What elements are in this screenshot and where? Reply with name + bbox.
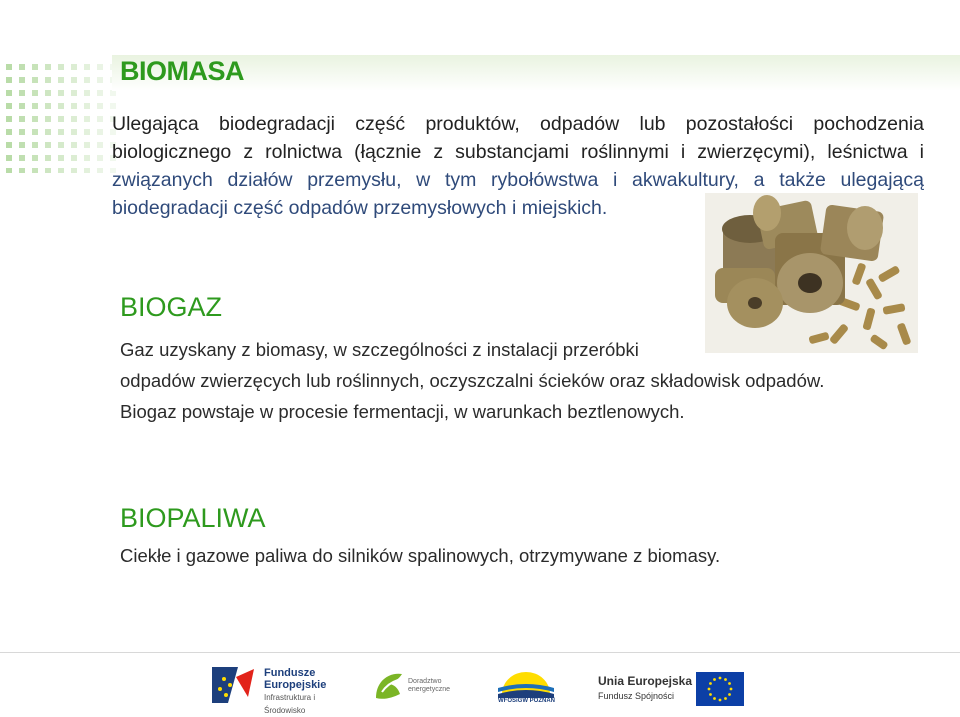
decorative-dot [6, 142, 12, 148]
decorative-dot [19, 77, 25, 83]
eu-flag-icon [696, 672, 744, 706]
fe-logo-line1: Fundusze [264, 667, 316, 679]
decorative-dot [6, 90, 12, 96]
decorative-dot [19, 168, 25, 173]
decorative-dot [58, 90, 64, 96]
decorative-dot [45, 103, 51, 109]
decorative-dot [97, 116, 103, 122]
decorative-dot [97, 142, 103, 148]
decorative-dot [58, 129, 64, 135]
decorative-dot [97, 103, 103, 109]
fundusze-europejskie-icon [210, 663, 260, 707]
ue-logo-line2: Fundusz Spójności [598, 691, 675, 701]
decorative-dot [97, 90, 103, 96]
biogaz-line: Gaz uzyskany z biomasy, w szczególności z instalacji przeróbki [120, 339, 639, 360]
decorative-dot [97, 77, 103, 83]
decorative-dot [45, 168, 51, 173]
decorative-dot [45, 129, 51, 135]
eu-star [713, 678, 716, 681]
wfosigw-text: WFOŚiGW POZNAŃ [498, 698, 555, 704]
decorative-dot [58, 142, 64, 148]
decorative-dot [84, 142, 90, 148]
decorative-dot [32, 103, 38, 109]
biomasa-line: biologicznego z rolnictwa (łącznie z substancjami roślinnymi i zwierzęcymi), leśnictwa i [112, 141, 924, 163]
biogaz-line: Biogaz powstaje w procesie fermentacji, w warunkach beztlenowych. [120, 401, 685, 422]
decorative-dot [32, 155, 38, 161]
decorative-dot [84, 90, 90, 96]
decorative-dot [6, 64, 12, 70]
decorative-dot [71, 155, 77, 161]
decorative-dot [97, 129, 103, 135]
decorative-dot [6, 103, 12, 109]
eu-star [709, 693, 712, 696]
decorative-dot [32, 90, 38, 96]
eu-star [719, 699, 722, 702]
wfosigw-icon [494, 668, 558, 698]
biomasa-line: biodegradacji część odpadów przemysłowych i miejskich. [112, 197, 608, 219]
decorative-dot [58, 168, 64, 173]
decorative-dot [6, 116, 12, 122]
decorative-dot [45, 77, 51, 83]
decorative-dot [71, 116, 77, 122]
eu-star [724, 678, 727, 681]
decorative-dot [19, 142, 25, 148]
fe-logo-line2: Europejskie [264, 679, 327, 691]
decorative-dot [97, 168, 103, 173]
eu-star [713, 697, 716, 700]
biomasa-heading: BIOMASA [120, 56, 244, 86]
decorative-dot [71, 129, 77, 135]
decorative-dot [84, 129, 90, 135]
unia-europejska-logo [598, 672, 748, 708]
decorative-dot [19, 103, 25, 109]
biogaz-heading: BIOGAZ [120, 292, 223, 322]
eu-star [708, 688, 711, 691]
decorative-dot [84, 103, 90, 109]
decorative-dot [32, 64, 38, 70]
decorative-dot [110, 103, 116, 109]
de-logo-line1: Doradztwo [408, 678, 442, 685]
decorative-dot [45, 142, 51, 148]
decorative-dot [6, 129, 12, 135]
decorative-dot-pattern [0, 58, 118, 173]
wfosigw-logo [494, 668, 558, 708]
decorative-dot [71, 103, 77, 109]
decorative-dot [6, 77, 12, 83]
decorative-dot [71, 168, 77, 173]
biogaz-paragraph [120, 334, 950, 427]
decorative-dot [32, 116, 38, 122]
fe-logo-line3: Infrastruktura i Środowisko [264, 693, 316, 715]
decorative-dot [32, 142, 38, 148]
decorative-dot [71, 64, 77, 70]
decorative-dot [19, 155, 25, 161]
decorative-dot [84, 155, 90, 161]
biomass-briquettes-photo [705, 193, 918, 353]
eu-star [724, 697, 727, 700]
biomasa-line: Ulegająca biodegradacji część produktów, odpadów lub pozostałości pochodzenia [112, 113, 924, 135]
doradztwo-energetyczne-logo [372, 668, 462, 708]
biogaz-line: odpadów zwierzęcych lub roślinnych, oczyszczalni ścieków oraz składowisk odpadów. [120, 370, 825, 391]
decorative-dot [45, 64, 51, 70]
biopaliwa-heading: BIOPALIWA [120, 503, 266, 533]
eu-star [709, 682, 712, 685]
eu-star [728, 693, 731, 696]
eu-star [728, 682, 731, 685]
decorative-dot [84, 64, 90, 70]
fundusze-europejskie-logo [210, 663, 340, 715]
decorative-dot [58, 64, 64, 70]
ue-logo-line1: Unia Europejska [598, 674, 693, 688]
decorative-dot [45, 116, 51, 122]
decorative-dot [19, 64, 25, 70]
decorative-dot [84, 116, 90, 122]
footer-divider [0, 652, 960, 653]
decorative-dot [58, 116, 64, 122]
decorative-dot [71, 90, 77, 96]
biopaliwa-paragraph: Ciekłe i gazowe paliwa do silników spalinowych, otrzymywane z biomasy. [120, 545, 721, 566]
decorative-dot [32, 77, 38, 83]
decorative-dot [71, 142, 77, 148]
decorative-dot [45, 155, 51, 161]
biomasa-line: związanych działów przemysłu, w tym rybołówstwa i akwakultury, a także ulegającą [112, 169, 924, 191]
decorative-dot [58, 103, 64, 109]
decorative-dot [6, 168, 12, 173]
decorative-dot [84, 77, 90, 83]
decorative-dot [58, 77, 64, 83]
decorative-dot [97, 64, 103, 70]
decorative-dot [58, 155, 64, 161]
decorative-dot [71, 77, 77, 83]
eu-star [719, 677, 722, 680]
decorative-dot [19, 90, 25, 96]
decorative-dot [84, 168, 90, 173]
decorative-dot [6, 155, 12, 161]
decorative-dot [32, 168, 38, 173]
leaf-logo-icon [372, 668, 406, 704]
decorative-dot [97, 155, 103, 161]
decorative-dot [19, 116, 25, 122]
decorative-dot [19, 129, 25, 135]
decorative-dot [32, 129, 38, 135]
decorative-dot [45, 90, 51, 96]
de-logo-line2: energetyczne [408, 686, 451, 693]
eu-star [730, 688, 733, 691]
